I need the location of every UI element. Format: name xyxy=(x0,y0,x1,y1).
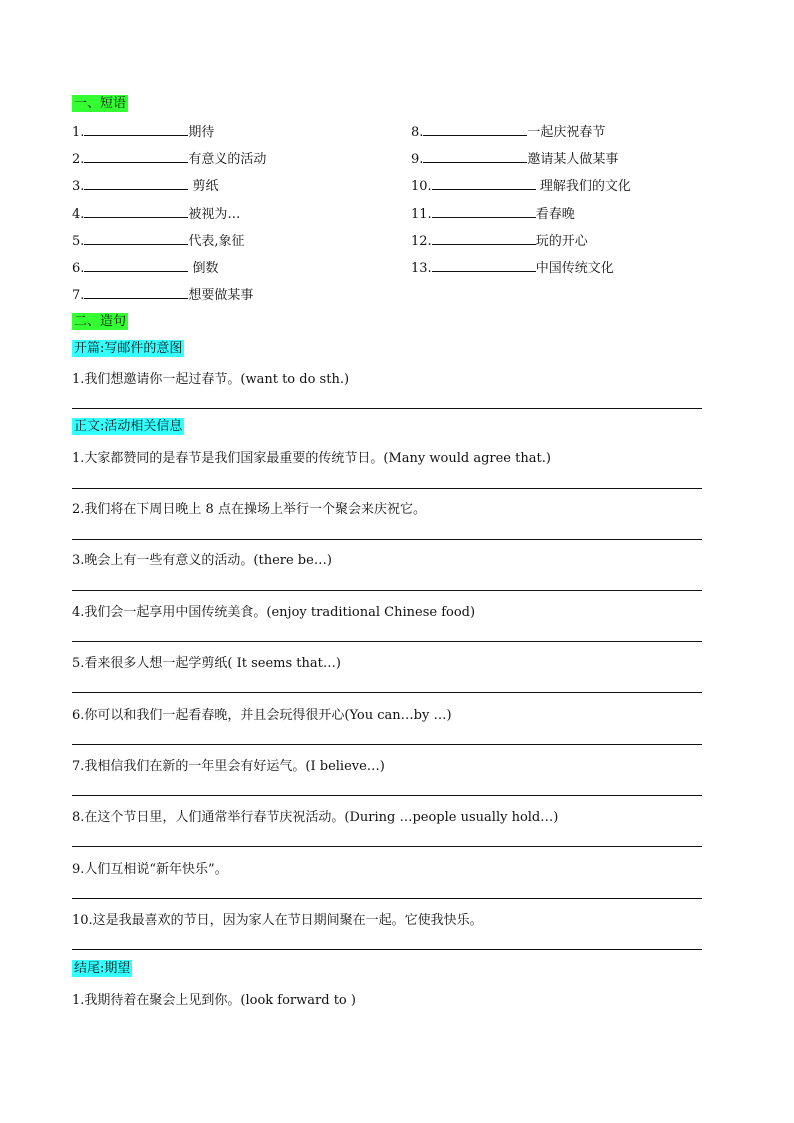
sentence-prompt: 9.人们互相说“新年快乐”。 xyxy=(72,862,228,877)
phrase-number: 4. xyxy=(72,207,85,222)
phrase-number: 8. xyxy=(411,125,424,140)
answer-blank[interactable] xyxy=(84,230,188,245)
answer-line[interactable] xyxy=(72,539,702,540)
answer-blank[interactable] xyxy=(432,257,536,272)
ending-label: 结尾:期望 xyxy=(74,961,131,976)
answer-line[interactable] xyxy=(72,488,702,489)
phrase-number: 11. xyxy=(411,207,432,222)
phrase-text: 被视为… xyxy=(188,207,241,222)
answer-blank[interactable] xyxy=(84,175,188,190)
sentence-prompt: 1.大家都赞同的是春节是我们国家最重要的传统节日。(Many would agree that.) xyxy=(72,451,551,466)
answer-blank[interactable] xyxy=(432,203,536,218)
phrase-item xyxy=(411,148,618,168)
phrase-item xyxy=(72,175,219,195)
phrase-number: 3. xyxy=(72,179,85,194)
answer-blank[interactable] xyxy=(432,230,536,245)
answer-blank[interactable] xyxy=(84,148,188,163)
answer-blank[interactable] xyxy=(84,257,188,272)
answer-blank[interactable] xyxy=(84,121,188,136)
phrase-number: 6. xyxy=(72,261,85,276)
phrase-item xyxy=(72,121,214,141)
answer-line[interactable] xyxy=(72,692,702,693)
answer-blank[interactable] xyxy=(84,284,188,299)
phrase-item xyxy=(72,148,266,168)
answer-blank[interactable] xyxy=(423,121,527,136)
phrase-text: 邀请某人做某事 xyxy=(527,152,619,167)
phrase-number: 1. xyxy=(72,125,85,140)
phrase-item xyxy=(411,257,614,277)
phrase-text: 有意义的活动 xyxy=(188,152,267,167)
sentence-prompt: 6.你可以和我们一起看春晚，并且会玩得很开心(You can…by …) xyxy=(72,708,452,723)
phrase-item xyxy=(411,203,575,223)
phrase-text: 代表,象征 xyxy=(188,234,245,249)
section1-heading: 一、短语 xyxy=(74,96,127,111)
phrase-number: 10. xyxy=(411,179,432,194)
phrase-text: 想要做某事 xyxy=(188,288,254,303)
opening-label: 开篇:写邮件的意图 xyxy=(74,341,183,356)
phrase-number: 9. xyxy=(411,152,424,167)
answer-line[interactable] xyxy=(72,795,702,796)
sentence-prompt: 4.我们会一起享用中国传统美食。(enjoy traditional Chinese food) xyxy=(72,605,476,620)
answer-line[interactable] xyxy=(72,949,702,950)
answer-line[interactable] xyxy=(72,408,702,409)
answer-line[interactable] xyxy=(72,590,702,591)
answer-line[interactable] xyxy=(72,744,702,745)
phrase-item xyxy=(411,230,588,250)
phrase-number: 5. xyxy=(72,234,85,249)
answer-blank[interactable] xyxy=(432,175,536,190)
phrase-item xyxy=(72,203,240,223)
phrase-number: 12. xyxy=(411,234,432,249)
phrase-number: 2. xyxy=(72,152,85,167)
sentence-prompt: 1.我期待着在聚会上见到你。(look forward to ) xyxy=(72,993,356,1008)
phrase-text: 看春晚 xyxy=(535,207,575,222)
phrase-item xyxy=(72,230,245,250)
phrase-text: 剪纸 xyxy=(188,179,219,194)
phrase-text: 中国传统文化 xyxy=(535,261,614,276)
sentence-prompt: 10.这是我最喜欢的节日，因为家人在节日期间聚在一起。它使我快乐。 xyxy=(72,913,483,928)
sentence-prompt: 5.看来很多人想一起学剪纸( It seems that…) xyxy=(72,656,341,671)
answer-line[interactable] xyxy=(72,898,702,899)
phrase-item xyxy=(411,121,605,141)
sentence-prompt: 3.晚会上有一些有意义的活动。(there be…) xyxy=(72,553,332,568)
phrase-number: 7. xyxy=(72,288,85,303)
phrase-text: 期待 xyxy=(188,125,215,140)
sentence-prompt: 7.我相信我们在新的一年里会有好运气。(I believe…) xyxy=(72,759,385,774)
phrase-text: 一起庆祝春节 xyxy=(527,125,606,140)
phrase-text: 理解我们的文化 xyxy=(535,179,631,194)
section2-heading: 二、造句 xyxy=(74,314,127,329)
phrase-number: 13. xyxy=(411,261,432,276)
phrase-text: 倒数 xyxy=(188,261,219,276)
sentence-prompt: 8.在这个节日里，人们通常举行春节庆祝活动。(During …people usually hold…) xyxy=(72,810,559,825)
body-label: 正文:活动相关信息 xyxy=(74,419,183,434)
answer-blank[interactable] xyxy=(84,203,188,218)
phrase-item xyxy=(411,175,631,195)
sentence-prompt: 1.我们想邀请你一起过春节。(want to do sth.) xyxy=(72,372,350,387)
phrase-item xyxy=(72,257,219,277)
phrase-item xyxy=(72,284,253,304)
answer-blank[interactable] xyxy=(423,148,527,163)
answer-line[interactable] xyxy=(72,641,702,642)
answer-line[interactable] xyxy=(72,846,702,847)
sentence-prompt: 2.我们将在下周日晚上 8 点在操场上举行一个聚会来庆祝它。 xyxy=(72,502,426,517)
phrase-text: 玩的开心 xyxy=(535,234,588,249)
